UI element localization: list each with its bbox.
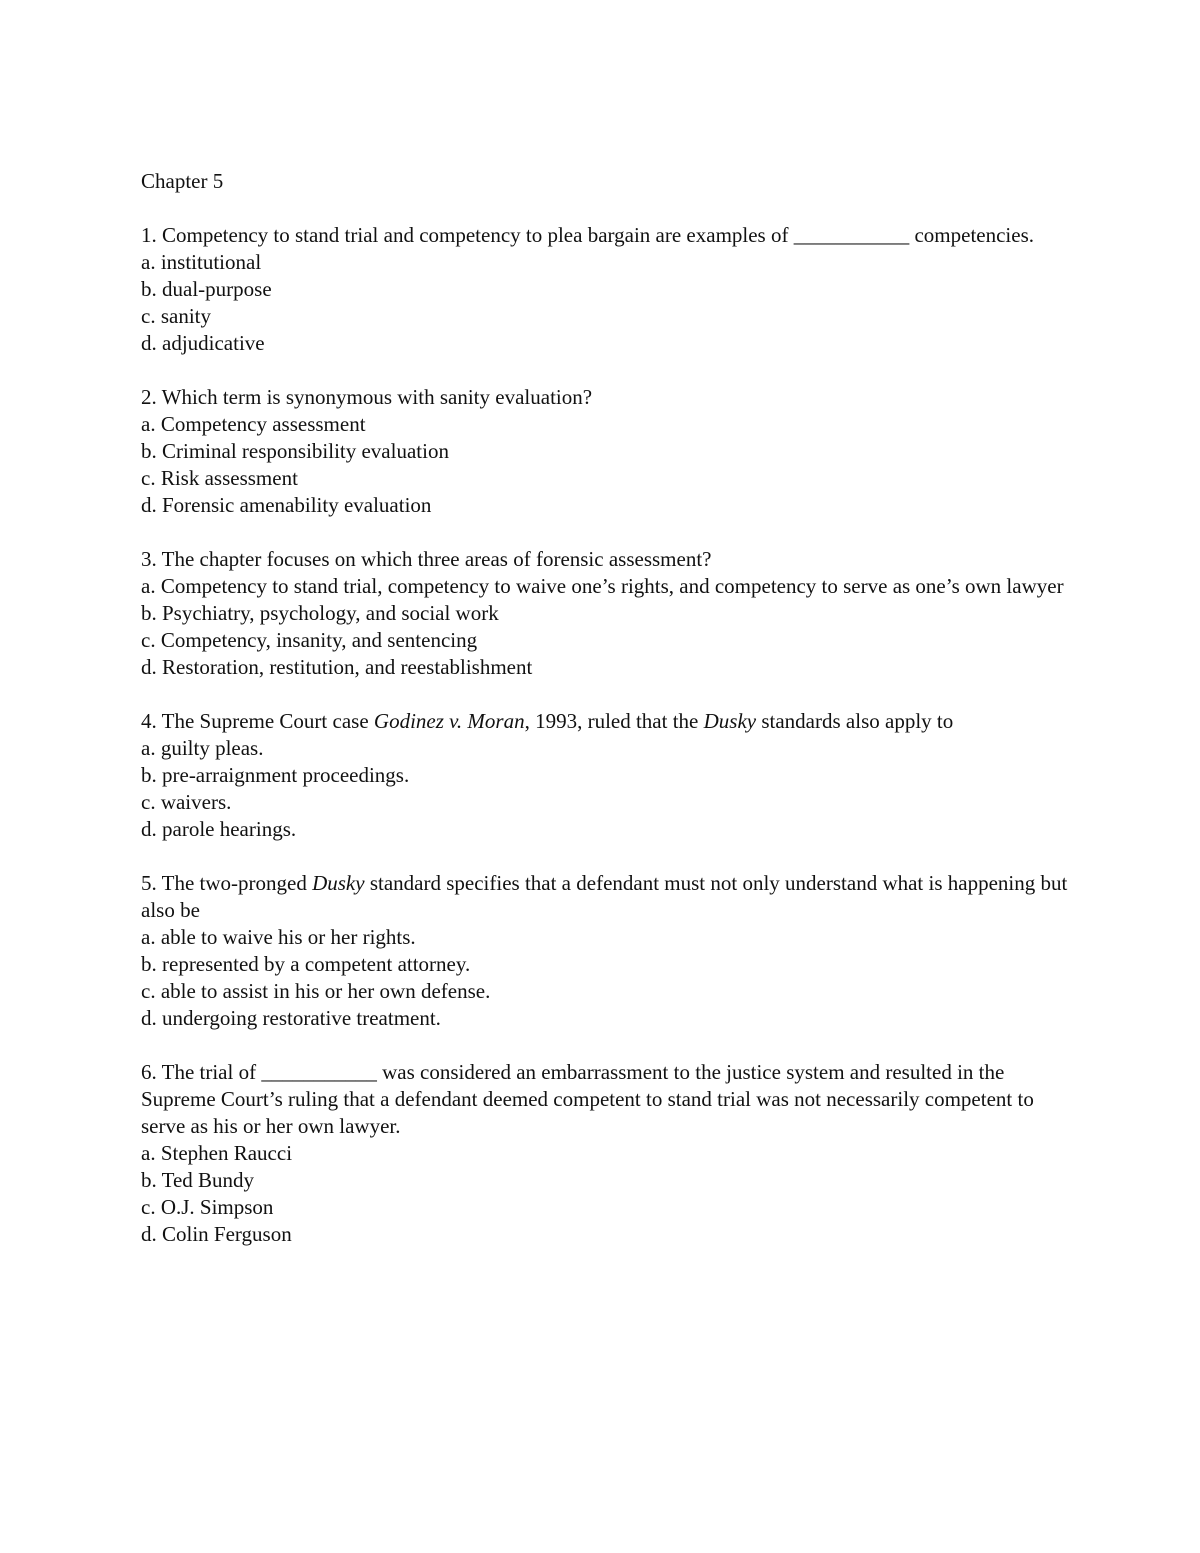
- answer-options: [141, 249, 1081, 357]
- answer-options: [141, 411, 1081, 519]
- case-name: Godinez v. Moran: [373, 709, 525, 733]
- question-stem: [141, 870, 1081, 924]
- answer-option: d. undergoing restorative treatment.: [141, 1006, 441, 1030]
- answer-option: a. guilty pleas.: [141, 736, 264, 760]
- question-text: The Supreme Court case: [161, 709, 369, 733]
- answer-option: b. Ted Bundy: [141, 1168, 255, 1192]
- question-text: , 1993, ruled that the: [524, 709, 699, 733]
- answer-options: [141, 573, 1081, 681]
- question-number: 5.: [141, 871, 157, 895]
- answer-option: c. waivers.: [141, 790, 232, 814]
- question-text: Which term is synonymous with sanity evaluation?: [161, 385, 593, 409]
- answer-option: b. pre-arraignment proceedings.: [141, 763, 410, 787]
- answer-option: b. Criminal responsibility evaluation: [141, 439, 449, 463]
- question-text: standard specifies that a defendant must not only understand what is happening but also be: [141, 871, 1068, 922]
- answer-options: [141, 1140, 1081, 1248]
- answer-option: b. dual-purpose: [141, 277, 272, 301]
- question-text: The trial of ___________ was considered an embarrassment to the justice system and resulted in the Supreme Court’s ruling that a defendant deemed competent to stand trial was not necessarily competent to serve as his or her own lawyer.: [141, 1060, 1034, 1138]
- question-stem: [141, 546, 1081, 573]
- answer-option: d. Colin Ferguson: [141, 1222, 292, 1246]
- answer-option: d. Restoration, restitution, and reestablishment: [141, 655, 533, 679]
- standard-name: Dusky: [703, 709, 757, 733]
- answer-option: a. Competency to stand trial, competency to waive one’s rights, and competency to serve as one’s own lawyer: [141, 574, 1064, 598]
- answer-option: a. institutional: [141, 250, 262, 274]
- chapter-title: Chapter 5: [141, 169, 224, 193]
- question-3: [141, 546, 1081, 681]
- question-stem: [141, 222, 1081, 249]
- question-6: [141, 1059, 1081, 1248]
- answer-option: d. adjudicative: [141, 331, 265, 355]
- question-2: [141, 384, 1081, 519]
- answer-option: c. sanity: [141, 304, 211, 328]
- question-text: The chapter focuses on which three areas of forensic assessment?: [161, 547, 712, 571]
- answer-option: d. Forensic amenability evaluation: [141, 493, 432, 517]
- answer-option: c. Competency, insanity, and sentencing: [141, 628, 478, 652]
- question-text: The two-pronged: [161, 871, 307, 895]
- answer-option: d. parole hearings.: [141, 817, 297, 841]
- question-stem: [141, 384, 1081, 411]
- answer-option: a. Competency assessment: [141, 412, 366, 436]
- question-1: [141, 222, 1081, 357]
- answer-option: b. Psychiatry, psychology, and social work: [141, 601, 499, 625]
- question-number: 2.: [141, 385, 157, 409]
- question-4: [141, 708, 1081, 843]
- question-number: 4.: [141, 709, 157, 733]
- question-number: 6.: [141, 1060, 157, 1084]
- answer-option: a. Stephen Raucci: [141, 1141, 293, 1165]
- question-stem: [141, 1059, 1081, 1140]
- question-stem: [141, 708, 1081, 735]
- answer-option: c. Risk assessment: [141, 466, 298, 490]
- answer-options: [141, 924, 1081, 1032]
- answer-option: c. able to assist in his or her own defense.: [141, 979, 491, 1003]
- standard-name: Dusky: [312, 871, 365, 895]
- question-text: standards also apply to: [761, 709, 954, 733]
- answer-option: b. represented by a competent attorney.: [141, 952, 471, 976]
- question-number: 3.: [141, 547, 157, 571]
- document-page: [141, 168, 1081, 1275]
- question-text: Competency to stand trial and competency to plea bargain are examples of ___________ competencies.: [162, 223, 1035, 247]
- question-5: [141, 870, 1081, 1032]
- question-number: 1.: [141, 223, 157, 247]
- answer-option: a. able to waive his or her rights.: [141, 925, 416, 949]
- answer-option: c. O.J. Simpson: [141, 1195, 274, 1219]
- answer-options: [141, 735, 1081, 843]
